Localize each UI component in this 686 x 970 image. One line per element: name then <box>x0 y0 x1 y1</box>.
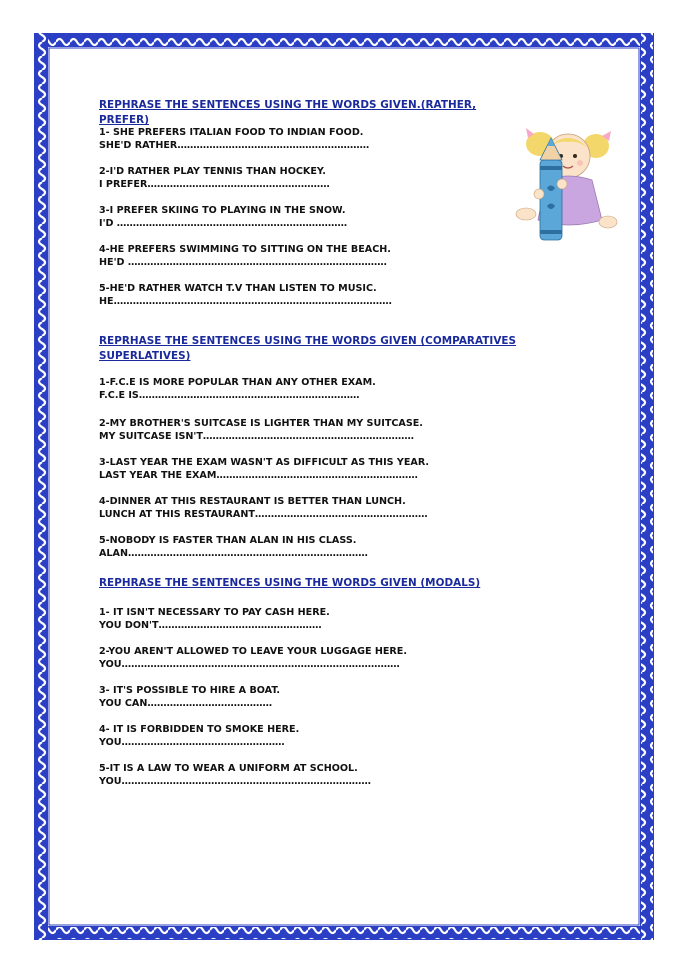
question-text: 5-IT IS A LAW TO WEAR A UNIFORM AT SCHOOL. <box>99 763 358 774</box>
answer-line: YOU…………………………………………………………………………… <box>99 659 400 670</box>
exercise-item <box>99 534 368 560</box>
section-rather-prefer <box>99 98 529 307</box>
exercise-item <box>99 684 280 710</box>
exercise-item <box>99 165 330 191</box>
answer-line: HE…………………………………………………………………………… <box>99 296 392 307</box>
exercise-item <box>99 243 391 269</box>
answer-line: YOU DON'T…………………………………………… <box>99 620 322 631</box>
exercise-item <box>99 204 347 230</box>
question-text: 4-HE PREFERS SWIMMING TO SITTING ON THE BEACH. <box>99 244 391 255</box>
question-text: 3- IT'S POSSIBLE TO HIRE A BOAT. <box>99 685 281 696</box>
section-modals <box>99 576 529 787</box>
exercise-item <box>99 456 429 482</box>
question-text: 4- IT IS FORBIDDEN TO SMOKE HERE. <box>99 724 300 735</box>
question-text: 1- IT ISN'T NECESSARY TO PAY CASH HERE. <box>99 607 330 618</box>
answer-line: MY SUITCASE ISN'T………………………………………………………… <box>99 431 414 442</box>
question-text: 2-MY BROTHER'S SUITCASE IS LIGHTER THAN MY SUITCASE. <box>99 418 423 429</box>
exercise-item <box>99 417 423 443</box>
question-text: 2-YOU AREN'T ALLOWED TO LEAVE YOUR LUGGAGE HERE. <box>99 646 408 657</box>
answer-line: SHE'D RATHER…………………………………………………… <box>99 140 370 151</box>
answer-line: YOU CAN………………………………… <box>99 698 273 709</box>
answer-line: ALAN………………………………………………………………… <box>99 548 368 559</box>
question-text: 5-NOBODY IS FASTER THAN ALAN IN HIS CLASS. <box>99 535 357 546</box>
section-heading: REPHRASE THE SENTENCES USING THE WORDS GIVEN.(RATHER, PREFER) <box>99 99 477 126</box>
exercise-item <box>99 723 299 749</box>
answer-line: HE'D ……………………………………………………………………… <box>99 257 387 268</box>
question-text: 4-DINNER AT THIS RESTAURANT IS BETTER THAN LUNCH. <box>99 496 406 507</box>
exercise-item <box>99 282 392 308</box>
answer-line: YOU…………………………………………… <box>99 737 285 748</box>
question-text: 1- SHE PREFERS ITALIAN FOOD TO INDIAN FOOD. <box>99 127 364 138</box>
answer-line: LUNCH AT THIS RESTAURANT……………………………………………… <box>99 509 428 520</box>
girl-with-crayon-illustration <box>512 122 624 246</box>
exercise-item <box>99 126 369 152</box>
question-text: 5-HE'D RATHER WATCH T.V THAN LISTEN TO MUSIC. <box>99 283 377 294</box>
question-text: 3-LAST YEAR THE EXAM WASN'T AS DIFFICULT AS THIS YEAR. <box>99 457 430 468</box>
section-heading: REPRHASE THE SENTENCES USING THE WORDS GIVEN (COMPARATIVES SUPERLATIVES) <box>99 335 517 362</box>
exercise-item <box>99 606 330 632</box>
question-text: 1-F.C.E IS MORE POPULAR THAN ANY OTHER EXAM. <box>99 377 376 388</box>
question-text: 3-I PREFER SKIING TO PLAYING IN THE SNOW. <box>99 205 346 216</box>
exercise-item <box>99 762 371 788</box>
exercise-item <box>99 645 407 671</box>
answer-line: I'D ……………………………………………………………… <box>99 218 348 229</box>
exercise-item <box>99 495 428 521</box>
answer-line: F.C.E IS…………………………………………………………… <box>99 390 360 401</box>
answer-line: YOU…………………………………………………………………… <box>99 776 371 787</box>
exercise-item <box>99 376 376 402</box>
question-text: 2-I'D RATHER PLAY TENNIS THAN HOCKEY. <box>99 166 326 177</box>
answer-line: I PREFER………………………………………………… <box>99 179 330 190</box>
section-comparatives-superlatives <box>99 334 529 559</box>
answer-line: LAST YEAR THE EXAM……………………………………………………… <box>99 470 418 481</box>
section-heading: REPHRASE THE SENTENCES USING THE WORDS GIVEN (MODALS) <box>99 577 481 589</box>
